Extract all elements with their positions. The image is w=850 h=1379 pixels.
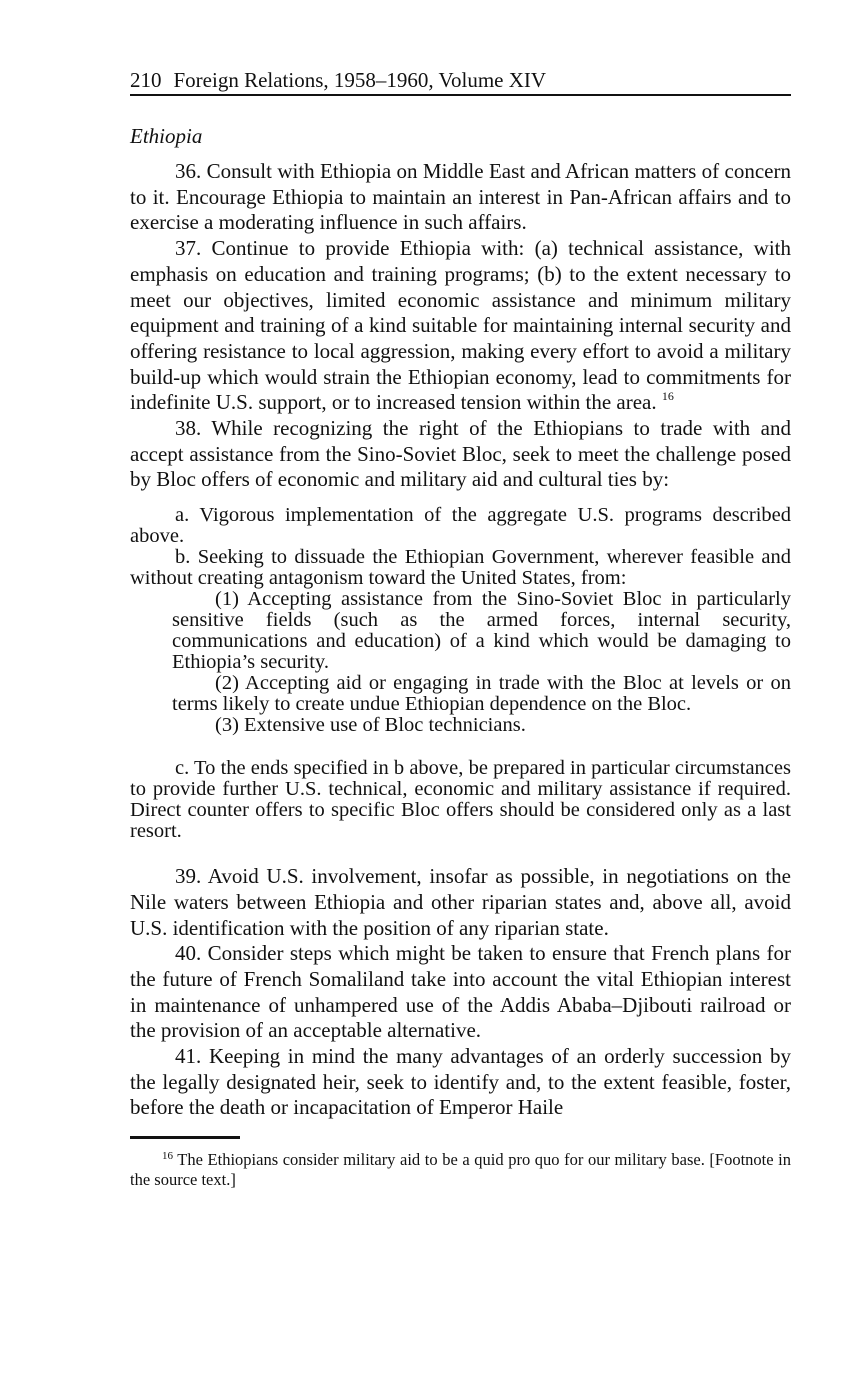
paragraph-39: 39. Avoid U.S. involvement, insofar as possible, in negotiations on the Nile waters between Ethiopia and other riparian states and, above all, avoid U.S. identification with the position of any riparian state. xyxy=(130,864,791,940)
paragraph-38: 38. While recognizing the right of the Ethiopians to trade with and accept assistance from the Sino-Soviet Bloc, seek to meet the challenge posed by Bloc offers of economic and military aid and cultural ties by: xyxy=(130,416,791,492)
item-b: b. Seeking to dissuade the Ethiopian Government, wherever feasible and without creating antagonism toward the United States, from: xyxy=(130,546,791,590)
item-a: a. Vigorous implementation of the aggregate U.S. programs described above. xyxy=(130,504,791,548)
paragraph-40: 40. Consider steps which might be taken to ensure that French plans for the future of French Somaliland take into account the vital Ethiopian interest in maintenance of unhampered use of the Addis Ababa–Djibouti railroad or the provision of an acceptable alternative. xyxy=(130,941,791,1043)
footnote-reference: 16 xyxy=(661,389,674,404)
paragraph-37 xyxy=(130,236,791,416)
item-b1: (1) Accepting assistance from the Sino-Soviet Bloc in particularly sensitive fields (such as the armed forces, internal security, communications and education) of a kind which would be damaging to Ethiopia’s security. xyxy=(172,588,791,674)
paragraph-41: 41. Keeping in mind the many advantages of an orderly succession by the legally designated heir, seek to identify and, to the extent feasible, foster, before the death or incapacitation of Emperor Haile xyxy=(130,1044,791,1120)
item-b3: (3) Extensive use of Bloc technicians. xyxy=(215,714,526,737)
section-title: Ethiopia xyxy=(130,124,203,148)
item-b2: (2) Accepting aid or engaging in trade with the Bloc at levels or on terms likely to create undue Ethiopian dependence on the Bloc. xyxy=(172,672,791,716)
footnote-mark: 16 xyxy=(162,1150,173,1163)
paragraph-36: 36. Consult with Ethiopia on Middle East and African matters of concern to it. Encourage Ethiopia to maintain an interest in Pan-African affairs and to exercise a moderating influence in such affairs. xyxy=(130,159,791,235)
footnote-text: The Ethiopians consider military aid to be a quid pro quo for our military base. [Footnote in the source text.] xyxy=(130,1150,791,1190)
footnote-16 xyxy=(130,1150,791,1190)
page-number: 210 xyxy=(130,68,162,92)
paragraph-37-text: 37. Continue to provide Ethiopia with: (a) technical assistance, with emphasis on education and training programs; (b) to the extent necessary to meet our objectives, limited economic assistance and minimum military equipment and training of a kind suitable for maintaining internal security and offering resistance to local aggression, making every effort to avoid a military build-up which would strain the Ethiopian economy, lead to commitments for indefinite U.S. support, or to increased tension within the area. xyxy=(130,236,791,415)
footnote-divider xyxy=(130,1136,240,1139)
document-page xyxy=(130,66,791,1190)
volume-title: Foreign Relations, 1958–1960, Volume XIV xyxy=(173,68,547,92)
item-c: c. To the ends specified in b above, be prepared in particular circumstances to provide further U.S. technical, economic and military assistance if required. Direct counter offers to specific Bloc offers should be considered only as a last resort. xyxy=(130,757,791,843)
running-header xyxy=(130,66,791,96)
